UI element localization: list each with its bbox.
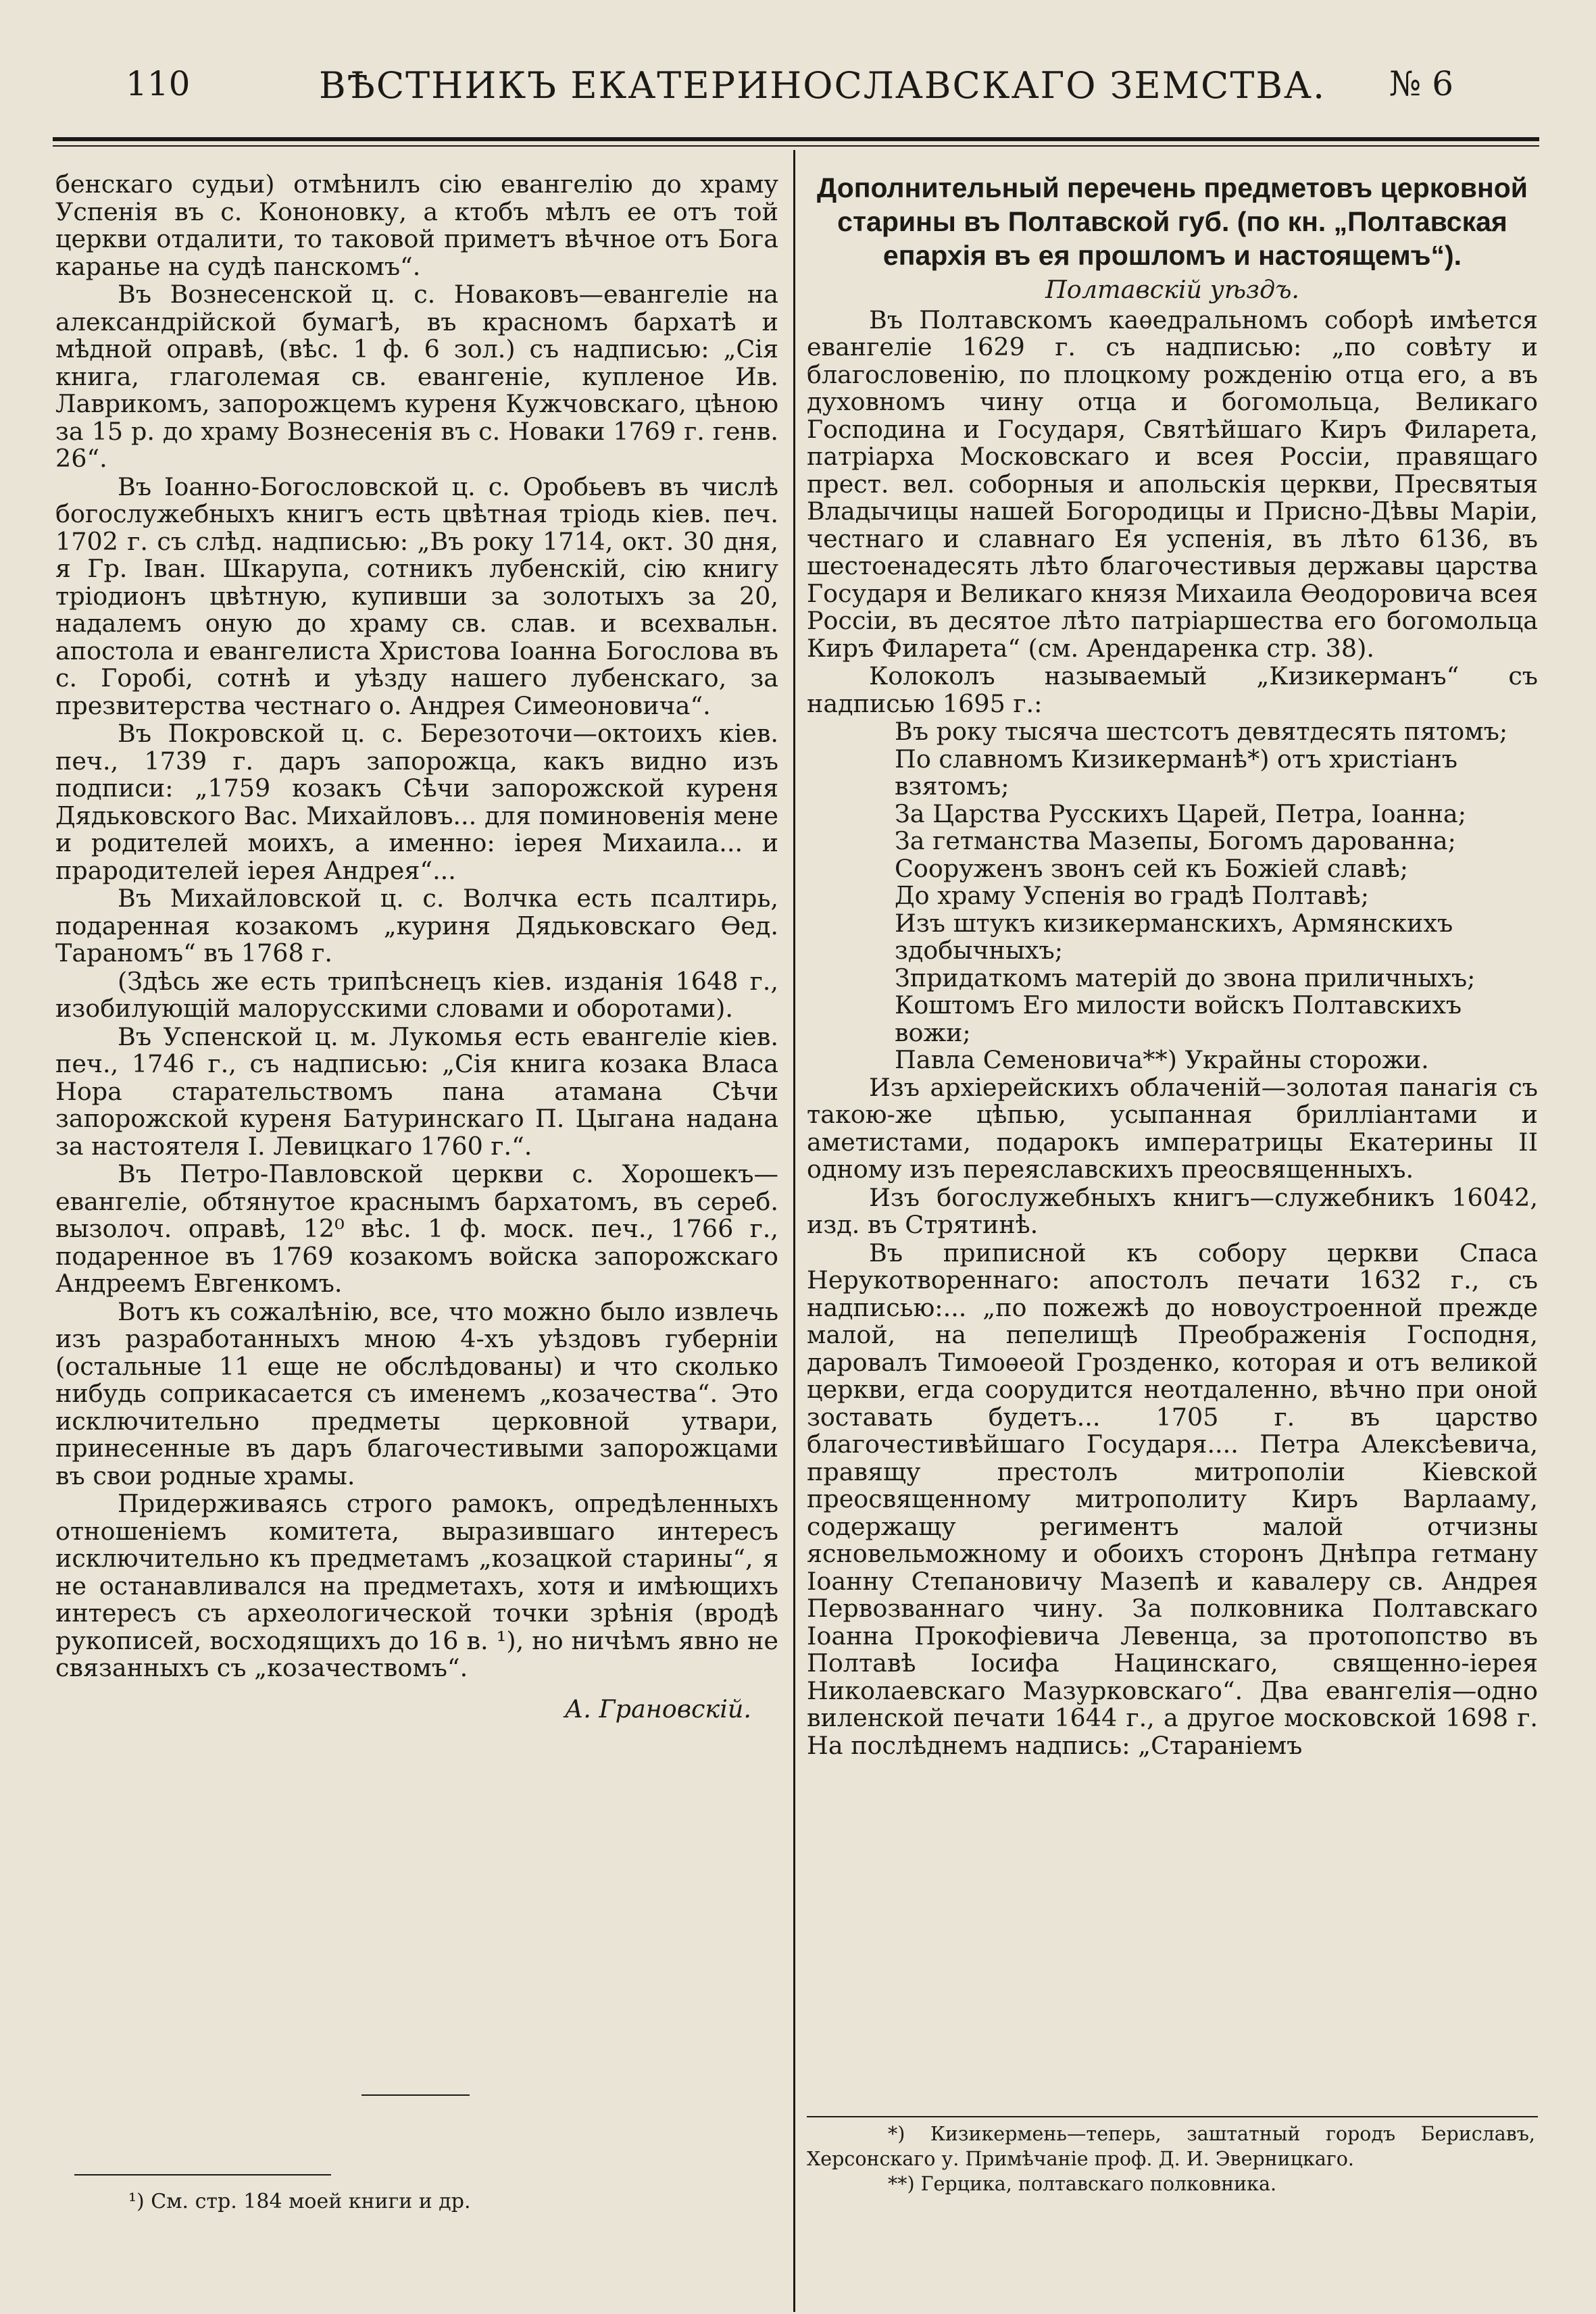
footnote-left: ¹) См. стр. 184 моей книги и др. (128, 2190, 471, 2213)
paragraph: Въ Полтавскомъ каѳедральномъ соборѣ имѣется евангеліе 1629 г. съ надписью: „по совѣту и благословенію, по плоцкому рожденію отца его, а въ духовномъ чину отца и богомольца, Великаго Господина и Государя, Святѣйшаго Киръ Филарета, патріарха Московскаго и всея Россіи, правящаго прест. вел. соборныя и апольскія церкви, Пресвятыя Владычицы нашей Богородицы и Присно-Дѣвы Маріи, честнаго и славнаго Ея успенія, въ лѣто 6136, въ шестоенадесять лѣто благочестивыя державы царства Государя и Великаго князя Михаила Ѳеодоровича всея Россіи, въ десятое лѣто патріаршества его богомольца Киръ Филарета“ (см. Арендаренка стр. 38). (807, 305, 1538, 663)
poem-line: За Царства Русскихъ Царей, Петра, Іоанна; (895, 799, 1466, 828)
page-number: 110 (126, 64, 191, 103)
left-column (55, 171, 778, 1723)
paragraph: Колоколъ называемый „Кизикерманъ“ съ надписью 1695 г.: (807, 661, 1538, 718)
bell-inscription-poem (895, 718, 1538, 1074)
footnote-rule-left (74, 2174, 331, 2175)
issue-number: № 6 (1389, 64, 1454, 103)
header-rule-thick (53, 137, 1539, 141)
paragraph: Въ Іоанно-Богословской ц. с. Оробьевъ въ числѣ богослужебныхъ книгъ есть цвѣтная тріодь кіев. печ. 1702 г. съ слѣд. надписью: „Въ року 1714, окт. 30 дня, я Гр. Іван. Шкарупа, сотникъ лубенскій, сію книгу тріодионъ цвѣтную, купивши за золотыхъ за 20, надалемъ оную до храму св. слав. и всехвальн. апостола и евангелиста Христова Іоанна Богослова въ с. Горобі, сотнѣ и уѣзду нашего лубенскаго, за презвитерства честнаго о. Андрея Симеоновича“. (55, 472, 778, 720)
paragraph: Въ приписной къ собору церкви Спаса Нерукотвореннаго: апостолъ печати 1632 г., съ надписью:... „по пожежѣ до новоустроенной прежде малой, на пепелищѣ Преображенія Господня, даровалъ Тимоѳеой Грозденко, которая и отъ великой церкви, егда соорудится неотдаленно, вѣчно при оной зоставать будетъ... 1705 г. въ царство благочестивѣйшаго Государя.... Петра Алексѣевича, правящу престолъ митрополіи Кіевской преосвященному митрополиту Киръ Варлааму, содержащу региментъ малой отчизны ясновельможному и обоихъ сторонъ Днѣпра гетману Іоанну Степановичу Мазепѣ и кавалеру св. Андрея Первозваннаго чину. За полковника Полтавскаго Іоанна Прокофіевича Левенца, за протопопство въ Полтавѣ Іосифа Нацинскаго, священно-іерея Николаевскаго Мазурковскаго“. Два евангелія—одно виленской печати 1644 г., а другое московской 1698 г. На послѣднемъ надпись: „Стараніемъ (807, 1238, 1538, 1760)
poem-line: За гетманства Мазепы, Богомъ дарованна; (895, 826, 1456, 855)
paragraph: Вотъ къ сожалѣнію, все, что можно было извлечь изъ разработанныхъ мною 4-хъ уѣздовъ губерніи (остальные 11 еще не обслѣдованы) и что сколько нибудь соприкасается съ именемъ „козачества“. Это исключительно предметы церковной утвари, принесенные въ даръ благочестивыми запорожцами въ свои родные храмы. (55, 1297, 778, 1490)
paragraph: Въ Покровской ц. с. Березоточи—октоихъ кіев. печ., 1739 г. даръ запорожца, какъ видно изъ подписи: „1759 козакъ Сѣчи запорожской куреня Дядьковского Вас. Михайловъ... для поминовенія мене и родителей моихъ, а именно: іерея Михаила... и прародителей іерея Андрея“... (55, 719, 778, 885)
poem-line: Въ року тысяча шестсотъ девятдесять пятомъ; (895, 717, 1508, 746)
footnote-text: *) Кизикермень—теперь, заштатный городъ Бериславъ, Херсонскаго у. Примѣчаніе проф. Д. И. Эверницкаго. (807, 2123, 1535, 2170)
header-rule-thin (53, 145, 1539, 147)
paragraph: Въ Вознесенской ц. с. Новаковъ—евангеліе на александрійской бумагѣ, въ красномъ бархатѣ и мѣдной оправѣ, (вѣс. 1 ф. 6 зол.) съ надписью: „Сія книга, глаголемая св. евангеніе, купленое Ив. Лаврикомъ, запорожцемъ куреня Кужчовскаго, цѣною за 15 р. до храму Вознесенія въ с. Новаки 1769 г. генв. 26“. (55, 280, 778, 473)
poem-line: Зпридаткомъ матерій до звона приличныхъ; (895, 963, 1476, 992)
poem-line: Изъ штукъ кизикерманскихъ, Армянскихъ здобычныхъ; (895, 908, 1453, 965)
right-column (807, 171, 1538, 1760)
end-rule (361, 2094, 470, 2096)
paragraph: (Здѣсь же есть трипѣснецъ кіев. изданія 1648 г., изобилующій малорусскими словами и оборотами). (55, 966, 778, 1023)
column-divider (793, 150, 795, 2312)
district-heading: Полтавскій уѣздъ. (1045, 275, 1300, 304)
paragraph: Придерживаясь строго рамокъ, опредѣленныхъ отношеніемъ комитета, выразившаго интересъ исключительно къ предметамъ „козацкой старины“, я не останавливался на предметахъ, хотя и имѣющихъ интересъ съ археологической точки зрѣнія (вродѣ рукописей, восходящихъ до 16 в. ¹), но ничѣмъ явно не связанныхъ съ „козачествомъ“. (55, 1489, 778, 1682)
paragraph: Изъ архіерейскихъ облаченій—золотая панагія съ такою-же цѣпью, усыпанная бриллiантами и аметистами, подарокъ императрицы Екатерины II одному изъ переяславскихъ преосвященныхъ. (807, 1072, 1538, 1184)
author-signature: А. Грановскій. (564, 1694, 751, 1724)
poem-line: Сооруженъ звонъ сей къ Божіей славѣ; (895, 853, 1409, 883)
footnote-rule-right (807, 2116, 1538, 2117)
paragraph: Въ Успенской ц. м. Лукомья есть евангеліе кіев. печ., 1746 г., съ надписью: „Сія книга козака Власа Нора старательствомъ пана атамана Сѣчи запорожской куреня Батуринскаго П. Цыгана надана за настоятеля І. Левицкаго 1760 г.“. (55, 1022, 778, 1161)
footnote-text: **) Герцика, полтавскаго полковника. (888, 2173, 1277, 2195)
footnote-right-1 (807, 2121, 1535, 2196)
paragraph: Въ Михайловской ц. с. Волчка есть псалтирь, подаренная козакомъ „куриня Дядьковскаго Ѳед. Тараномъ“ въ 1768 г. (55, 884, 778, 967)
paragraph: Изъ богослужебныхъ книгъ—служебникъ 16042, изд. въ Стрятинѣ. (807, 1182, 1538, 1239)
journal-title: ВѢСТНИКЪ ЕКАТЕРИНОСЛАВСКАГО ЗЕМСТВА. (319, 64, 1326, 107)
page-header (0, 64, 1596, 118)
paragraph: бенскаго судьи) отмѣнилъ сію евангелію до храму Успенія въ с. Кононовку, а ктобъ мѣлъ ее отъ той церкви отдалити, то таковой приметъ вѣчное отъ Бога каранье на судѣ панскомъ“. (55, 170, 778, 281)
poem-line: До храму Успенія во градѣ Полтавѣ; (895, 881, 1370, 910)
poem-line: Коштомъ Его милости войскъ Полтавскихъ вожи; (895, 990, 1462, 1047)
poem-line: По славномъ Кизикерманѣ*) отъ христіанъ взятомъ; (895, 744, 1457, 801)
poem-line: Павла Семеновича**) Украйны сторожи. (895, 1045, 1429, 1074)
paragraph: Въ Петро-Павловской церкви с. Хорошекъ—евангеліе, обтянутое краснымъ бархатомъ, въ сереб. вызолоч. оправѣ, 12⁰ вѣс. 1 ф. моск. печ., 1766 г., подаренное въ 1769 козакомъ войска запорожскаго Андреемъ Евгенкомъ. (55, 1159, 778, 1298)
section-heading: Дополнительный перечень предметовъ церковной старины въ Полтавской губ. (по кн. „Полтавская епархія въ ея прошломъ и настоящемъ“). (817, 172, 1528, 271)
